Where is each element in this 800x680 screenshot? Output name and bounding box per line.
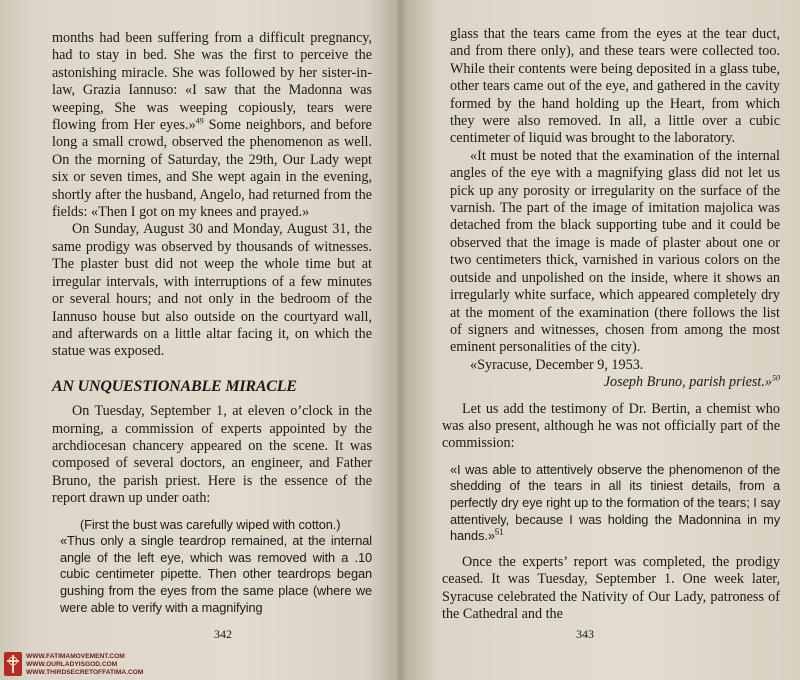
paragraph-prodigy-ceased: Once the experts’ report was completed, the prodigy ceased. It was Tuesday, September 1. One week later, Syracuse celebrated the Nativity of Our Lady, patroness of the Cathedral and the [442,553,780,622]
watermark-link[interactable]: WWW.THIRDSECRETOFFATIMA.COM [26,669,144,676]
paragraph-text: months had been suffering from a difficult pregnancy, had to stay in bed. She was the first to perceive the astonishing miracle. She was followed by her sister-in-law, Grazia Iannuso: «I saw that the Madonna was weeping, She was weeping copiously, tears were flowing from Her eyes.» [52,30,372,134]
footnote-ref-51: 51 [494,527,504,537]
left-page-text [52,30,372,616]
footnote-ref-49: 49 [195,116,204,126]
report-quote-varnish: «It must be noted that the examination of the internal angles of the eye with a magnifying glass did not let us pick up any porosity or irregularity on the surface of the varnish. The part of the image of imitation majolica was detached from the black supporting tube and it could be observed that the image is made of plaster about one or two centimeters thick, varnished in various colors on the outside and unpolished on the inside, where it shows an irregularly white surface, which appeared completely dry at the moment of the examination (there follows the list of signers and witnesses, chosen from among the most eminent personalities of the city). [450,147,780,356]
paragraph-bertin: Let us add the testimony of Dr. Bertin, a chemist who was also present, although he was not officially part of the commission: [442,400,780,452]
paragraph-pregnancy [52,30,372,221]
fatima-logo-icon [4,652,22,676]
watermark-footer [4,652,204,678]
report-quote-teardrop: «Thus only a single teardrop remained, at the internal angle of the left eye, which was removed with a .10 cubic centimeter pipette. Then other teardrops began gushing from the eyes from the same place (where we were able to verify with a magnifying [60,533,372,615]
report-date: «Syracuse, December 9, 1953. [470,356,644,373]
paragraph-text-cont: Some neighbors, and before long a small crowd, observed the phenomenon as well. On the morning of Saturday, the 29th, Our Lady wept six or seven times, and She wept again in the evening, shortly after the husband, Angelo, had returned from the fields: «Then I got on my knees and prayed.» [52,117,372,221]
report-quote-wiped: (First the bust was carefully wiped with cotton.) [80,516,341,532]
report-signature [442,374,780,391]
page-number-left: 342 [214,627,232,641]
watermark-links [26,653,143,677]
bertin-quote-text: «I was able to attentively observe the phenomenon of the shedding of the tears in all its tiniest details, from a perfectly dry eye right up to the formation of the tears; I say attentively, because I was holding the Madonnina in my hands.» [450,461,780,544]
footnote-ref-50: 50 [772,373,780,383]
signature-text: Joseph Bruno, parish priest.» [603,374,772,391]
paragraph-commission: On Tuesday, September 1, at eleven o’clock in the morning, a commission of experts appointed by the archdiocesan chancery appeared on the scene. It was composed of several doctors, an engineer, and Father Bruno, the parish priest. Here is the essence of the report drawn up under oath: [52,403,372,507]
bertin-quote [442,462,780,545]
right-page [404,0,800,680]
paragraph-sunday: On Sunday, August 30 and Monday, August 31, the same prodigy was observed by thousands of witnesses. The plaster bust did not weep the whole time but at irregular intervals, with interruptions of a few minutes or several hours; and not only in the bedroom of the Iannuso house but also outside on the courtyard wall, and afterwards on a little altar facing it, on which the statue was exposed. [52,221,372,360]
right-page-text [442,26,780,623]
watermark-link[interactable]: WWW.OURLADYISGOD.COM [26,661,118,668]
report-quote-continued: glass that the tears came from the eyes at the tear duct, and from there only), and these tears were collected too. While their contents were being deposited in a glass tube, other tears came out of the eye, and gathered in the cavity formed by the hand holding up the Heart, from which they were also removed. In all, a little over a cubic centimeter of liquid was brought to the laboratory. [450,26,780,147]
section-heading: AN UNQUESTIONABLE MIRACLE [52,377,297,395]
page-number-right: 343 [576,627,594,641]
watermark-link[interactable]: WWW.FATIMAMOVEMENT.COM [26,653,125,660]
